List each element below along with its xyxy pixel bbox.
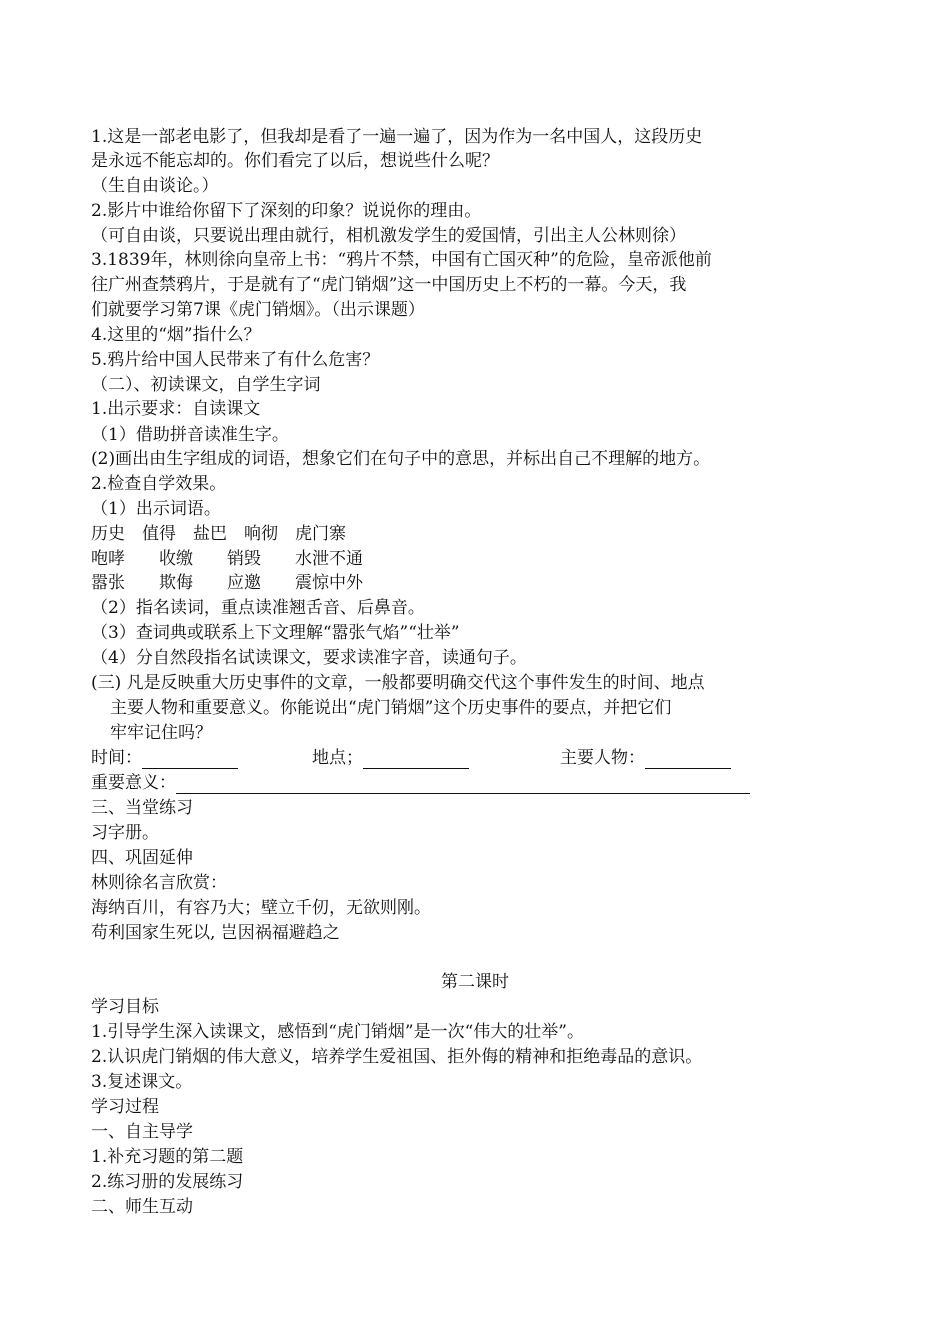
paragraph-line: 2.影片中谁给你留下了深刻的印象？说说你的理由。 — [91, 201, 482, 221]
quote-line: 苟利国家生死以, 岂因祸福避趋之 — [91, 923, 340, 943]
time-label: 时间： — [91, 748, 142, 768]
word-list-row: 历史 值得 盐巴 响彻 虎门寨 — [91, 524, 346, 544]
paragraph-line: 习字册。 — [91, 823, 159, 843]
paragraph-line: 们就要学习第7课《虎门销烟》。（出示课题） — [91, 300, 425, 320]
paragraph-line: (三) 凡是反映重大历史事件的文章，一般都要明确交代这个事件发生的时间、地点 — [91, 673, 705, 693]
paragraph-line: 牢牢记住吗？ — [110, 723, 212, 743]
paragraph-line: （1）出示词语。 — [91, 499, 221, 519]
paragraph-line: （4）分自然段指名试读课文，要求读准字音，读通句子。 — [91, 648, 527, 668]
place-blank[interactable] — [363, 752, 469, 769]
meaning-label: 重要意义： — [91, 773, 176, 793]
people-label: 主要人物： — [560, 748, 645, 768]
paragraph-line: 是永远不能忘却的。你们看完了以后，想说些什么呢？ — [91, 151, 499, 171]
paragraph-line: 2.练习册的发展练习 — [91, 1172, 244, 1192]
time-field — [91, 747, 238, 769]
paragraph-line: （生自由谈论。） — [91, 176, 219, 196]
place-label: 地点； — [312, 748, 363, 768]
paragraph-line: 1.引导学生深入读课文，感悟到“虎门销烟”是一次“伟大的壮举”。 — [91, 1022, 584, 1042]
paragraph-line: 林则徐名言欣赏： — [91, 873, 227, 893]
paragraph-line: 3.1839年，林则徐向皇帝上书：“鸦片不禁，中国有亡国灭种”的危险，皇帝派他前 — [91, 250, 712, 270]
section-heading: 四、巩固延伸 — [91, 848, 193, 868]
paragraph-line: 3.复述课文。 — [91, 1072, 193, 1092]
section-heading: （二）、初读课文，自学生字词 — [91, 375, 321, 395]
word-list-row: 咆哮 收缴 销毁 水泄不通 — [91, 549, 363, 569]
meaning-blank[interactable] — [176, 777, 750, 794]
time-blank[interactable] — [142, 752, 238, 769]
section-heading: 三、当堂练习 — [91, 798, 193, 818]
section-heading: 学习目标 — [91, 997, 159, 1017]
paragraph-line: 主要人物和重要意义。你能说出“虎门销烟”这个历史事件的要点，并把它们 — [110, 698, 672, 718]
section-heading: 二、师生互动 — [91, 1197, 193, 1217]
paragraph-line: 2.认识虎门销烟的伟大意义，培养学生爱祖国、拒外侮的精神和拒绝毒品的意识。 — [91, 1047, 703, 1067]
section-heading: 学习过程 — [91, 1097, 159, 1117]
section-title: 第二课时 — [441, 972, 509, 992]
paragraph-line: 1.出示要求：自读课文 — [91, 399, 261, 419]
paragraph-line: （可自由谈，只要说出理由就行，相机激发学生的爱国情，引出主人公林则徐） — [91, 226, 686, 246]
paragraph-line: （1）借助拼音读准生字。 — [91, 425, 289, 445]
paragraph-line: （3）查词典或联系上下文理解“嚣张气焰”“壮举” — [91, 623, 460, 643]
paragraph-line: 1.补充习题的第二题 — [91, 1147, 244, 1167]
paragraph-line: (2)画出由生字组成的词语，想象它们在句子中的意思，并标出自己不理解的地方。 — [91, 449, 711, 469]
paragraph-line: 4.这里的“烟”指什么？ — [91, 325, 261, 345]
quote-line: 海纳百川，有容乃大；壁立千仞，无欲则刚。 — [91, 898, 431, 918]
paragraph-line: 1.这是一部老电影了，但我却是看了一遍一遍了，因为作为一名中国人，这段历史 — [91, 127, 703, 147]
meaning-field — [91, 772, 750, 794]
paragraph-line: 5.鸦片给中国人民带来了有什么危害？ — [91, 350, 380, 370]
place-field — [312, 747, 469, 769]
section-heading: 一、自主导学 — [91, 1122, 193, 1142]
paragraph-line: 2.检查自学效果。 — [91, 474, 227, 494]
paragraph-line: 往广州查禁鸦片，于是就有了“虎门销烟”这一中国历史上不朽的一幕。今天，我 — [91, 275, 687, 295]
word-list-row: 嚣张 欺侮 应邀 震惊中外 — [91, 573, 363, 593]
paragraph-line: （2）指名读词，重点读准翘舌音、后鼻音。 — [91, 598, 425, 618]
people-field — [560, 747, 731, 769]
people-blank[interactable] — [645, 752, 731, 769]
